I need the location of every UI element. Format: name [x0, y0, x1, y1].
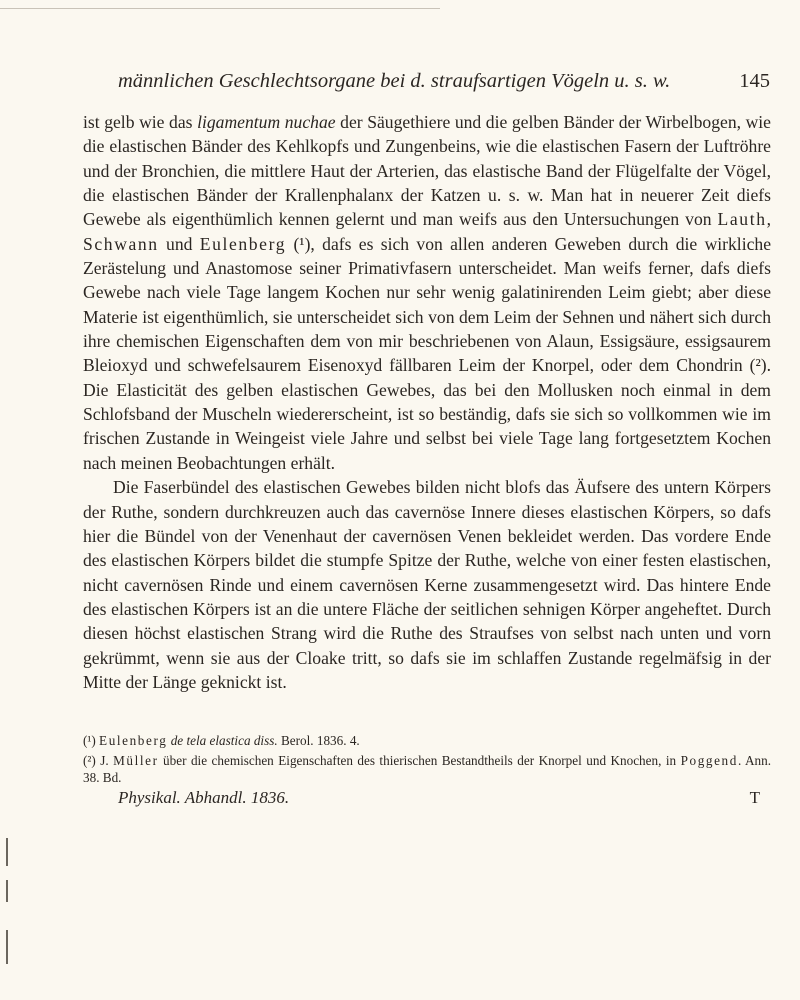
footnote-text-run: über die chemischen Eigenschaften des thierischen Bestandtheils der Knorpel und Knochen, in [158, 752, 681, 768]
footnote-2 [83, 752, 771, 787]
footnote-text-run: (¹) [83, 733, 100, 748]
paragraph-text-run: , [766, 209, 771, 230]
footnote-text-run: Berol. 1836. 4. [277, 733, 360, 748]
margin-mark [6, 838, 8, 866]
footnote-text-run: Müller [113, 752, 159, 768]
paragraph-text-run: (¹), dafs es sich von allen anderen Geweben durch die wirkliche Zerästelung und Anastomose seiner Primativfasern unterscheidet. Man weifs ferner, dafs diefs Gewebe nach viele Tage langem Kochen nur sehr wenig galatinirenden Leim giebt; aber diese Materie ist eigenthümlich, sie unterscheidet sich von dem Leim der Sehnen und nähert sich durch ihre chemischen Eigenschaften dem von mir beschriebenen von Alaun, Essigsäure, essigsaurem Bleioxyd und schwefelsaurem Eisenoxyd fällbaren Leim der Knorpel, oder dem Chondrin (²). Die Elasticität des gelben elastischen Gewebes, das bei den Mollusken noch einmal in dem Schlofsband der Muscheln wiedererscheint, ist so beständig, dafs sie sich so vollkommen wie im frischen Zustande in Weingeist viele Jahre und selbst bei viele Tage lang fortgesetztem Kochen nach meinen Beobachtungen erhält. [83, 233, 772, 473]
footnote-text-run: (²) J. [83, 752, 114, 768]
footnote-text-run: . Ann. 38. Bd. [83, 752, 771, 785]
scan-edge-line [0, 8, 440, 9]
footnote-1 [83, 732, 771, 750]
paragraph-text-run: Lauth [717, 209, 767, 230]
footnote-text-run: Eulenberg [99, 733, 168, 748]
journal-signature: Physikal. Abhandl. 1836. [118, 788, 290, 807]
body-text [83, 110, 771, 694]
footnote-text-run: de tela elastica diss. [170, 733, 278, 748]
page-number: 145 [739, 70, 770, 92]
paragraph-text-run: Eulenberg [199, 233, 287, 254]
running-header [118, 70, 770, 93]
paragraph-2 [83, 475, 771, 694]
signature-line [118, 788, 760, 808]
paragraph-text-run: und [158, 233, 200, 254]
paragraph-1 [83, 110, 771, 475]
margin-mark [6, 880, 8, 902]
margin-mark [6, 930, 8, 964]
paragraph-text-run: ist gelb wie das [83, 112, 198, 132]
footnote-text-run: Poggend [680, 752, 738, 768]
running-title: männlichen Geschlechtsorgane bei d. straufsartigen Vögeln u. s. w. [118, 70, 671, 92]
paragraph-text-run: Die Faserbündel des elastischen Gewebes bilden nicht blofs das Äufsere des untern Körpers der Ruthe, sondern durchkreuzen auch das cavernöse Innere dieses elastischen Körpers, so dafs hier die Bündel von der Venenhaut der cavernösen Venen bekleidet werden. Das vordere Ende des elastischen Körpers bildet die stumpfe Spitze der Ruthe, welche von einer festen elastischen, nicht cavernösen Rinde und einem cavernösen Kerne zusammengesetzt wird. Das hintere Ende des elastischen Körpers ist an die untere Fläche der seitlichen sehnigen Körper angeheftet. Durch diesen höchst elastischen Strang wird die Ruthe des Straufses von selbst nach unten und vorn gekrümmt, wenn sie aus der Cloake tritt, so dafs sie im schlaffen Zustande regelmäfsig in der Mitte der Länge geknickt ist. [83, 477, 771, 692]
footnotes [83, 732, 771, 789]
sheet-signature: T [749, 788, 760, 807]
paragraph-text-run: ligamentum nuchae [197, 112, 336, 132]
paragraph-text-run: Schwann [83, 233, 159, 254]
paragraph-text-run: der Säugethiere und die gelben Bänder der Wirbelbogen, wie die elastischen Bänder des Kehlkopfs und Zungenbeins, wie die elastischen Fasern der Luftröhre und der Bronchien, die mittlere Haut der Arterien, das elastische Band der Flügelfalte der Vögel, die elastischen Bänder der Krallenphalanx der Katzen u. s. w. Man hat in neuerer Zeit diefs Gewebe als eigenthümlich kennen gelernt und man weifs aus den Untersuchungen von [83, 112, 771, 230]
